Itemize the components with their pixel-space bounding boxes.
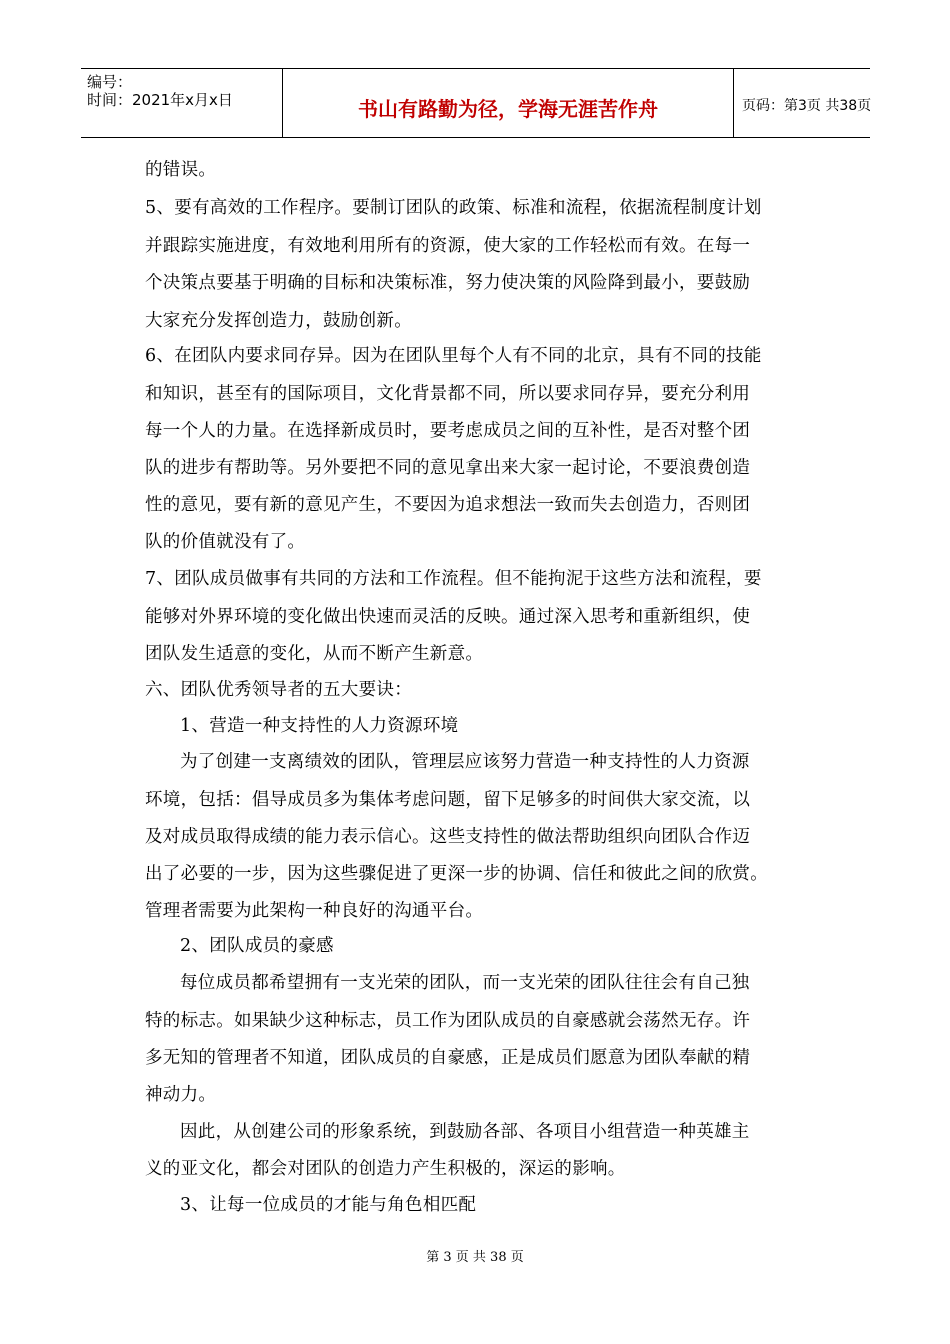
header-page-cell: [734, 69, 870, 137]
body-line: 大家充分发挥创造力，鼓励创新。: [145, 311, 412, 331]
body-line: 和知识，甚至有的国际项目，文化背景都不同，所以要求同存异，要充分利用: [145, 384, 751, 404]
header-table: [81, 68, 870, 138]
body-line: 多无知的管理者不知道，团队成员的自豪感，正是成员们愿意为团队奉献的精: [145, 1048, 751, 1068]
document-date-label: 时间：2021年x月x日: [87, 91, 233, 109]
body-line: 能够对外界环境的变化做出快速而灵活的反映。通过深入思考和重新组织，使: [145, 607, 751, 627]
body-line: 出了必要的一步，因为这些骤促进了更深一步的协调、信任和彼此之间的欣赏。: [145, 864, 768, 884]
body-line: 的错误。: [145, 160, 217, 180]
header-motto: 书山有路勤为径，学海无涯苦作舟: [358, 97, 658, 121]
body-line: 每位成员都希望拥有一支光荣的团队，而一支光荣的团队往往会有自己独: [180, 973, 750, 993]
subsection-heading: 3、让每一位成员的才能与角色相匹配: [180, 1195, 477, 1215]
body-line: 环境，包括：倡导成员多为集体考虑问题，留下足够多的时间供大家交流，以: [145, 790, 751, 810]
header-motto-cell: [283, 69, 734, 137]
body-line: 义的亚文化，都会对团队的创造力产生积极的，深运的影响。: [145, 1159, 626, 1179]
body-line: 每一个人的力量。在选择新成员时，要考虑成员之间的互补性，是否对整个团: [145, 421, 751, 441]
page-footer: 第 3 页 共 38 页: [426, 1250, 524, 1265]
body-line: 因此，从创建公司的形象系统，到鼓励各部、各项目小组营造一种英雄主: [180, 1122, 750, 1142]
document-number-label: 编号：: [87, 73, 133, 91]
subsection-heading: 1、营造一种支持性的人力资源环境: [180, 716, 459, 736]
header-left-cell: [81, 69, 283, 137]
body-line: 特的标志。如果缺少这种标志，员工作为团队成员的自豪感就会荡然无存。许: [145, 1011, 751, 1031]
body-line: 为了创建一支离绩效的团队，管理层应该努力营造一种支持性的人力资源: [180, 752, 750, 772]
body-line: 神动力。: [145, 1085, 217, 1105]
body-line: 性的意见，要有新的意见产生，不要因为追求想法一致而失去创造力，否则团: [145, 495, 751, 515]
body-line: 5、要有高效的工作程序。要制订团队的政策、标准和流程，依据流程制度计划: [145, 198, 762, 218]
body-line: 并跟踪实施进度，有效地利用所有的资源，使大家的工作轻松而有效。在每一: [145, 236, 751, 256]
body-line: 队的价值就没有了。: [145, 532, 306, 552]
section-heading: 六、团队优秀领导者的五大要诀：: [145, 680, 412, 700]
body-line: 个决策点要基于明确的目标和决策标准，努力使决策的风险降到最小，要鼓励: [145, 273, 751, 293]
body-line: 队的进步有帮助等。另外要把不同的意见拿出来大家一起讨论，不要浪费创造: [145, 458, 751, 478]
body-line: 团队发生适意的变化，从而不断产生新意。: [145, 644, 484, 664]
body-line: 及对成员取得成绩的能力表示信心。这些支持性的做法帮助组织向团队合作迈: [145, 827, 751, 847]
header-page-info: 页码：第3页 共38页: [742, 98, 872, 114]
body-line: 管理者需要为此架构一种良好的沟通平台。: [145, 901, 484, 921]
body-line: 6、在团队内要求同存异。因为在团队里每个人有不同的北京，具有不同的技能: [145, 346, 762, 366]
body-line: 7、团队成员做事有共同的方法和工作流程。但不能拘泥于这些方法和流程，要: [145, 569, 762, 589]
subsection-heading: 2、团队成员的豪感: [180, 936, 334, 956]
